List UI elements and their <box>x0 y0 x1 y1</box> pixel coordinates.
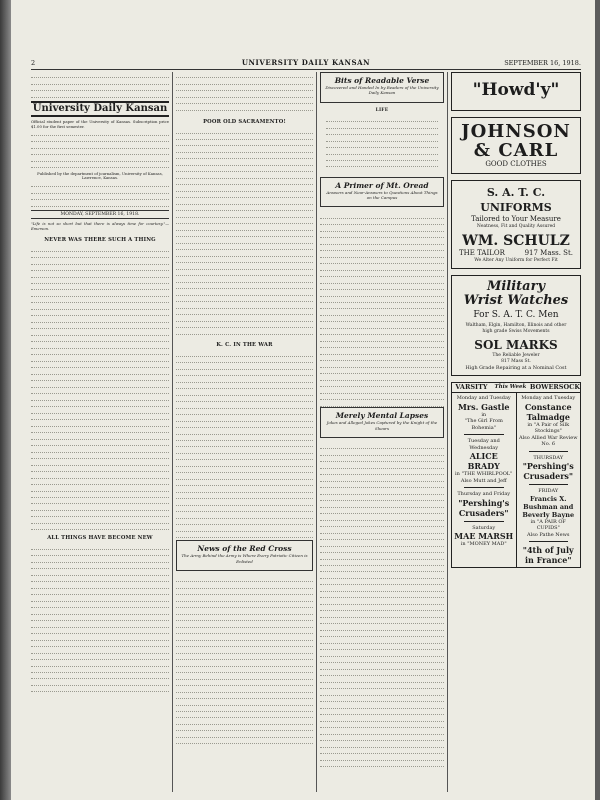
ad-satc-neat: Neatness, Fit and Quality Assured <box>476 224 556 229</box>
ad-sol-address: 817 Mass St. <box>501 359 531 364</box>
ad-watch-line2: Wrist Watches <box>463 293 569 308</box>
column-editorial <box>31 72 169 792</box>
headline-kc-war: K. C. IN THE WAR <box>216 342 273 349</box>
ad-wrist-watches <box>451 275 581 376</box>
text-block <box>31 72 169 98</box>
v-thu-day: Thursday and Friday <box>457 491 511 497</box>
ad-johnson-carl <box>451 117 581 174</box>
text-block <box>31 130 169 172</box>
b-mon-film: in "A Pair of Silk Stockings" <box>527 421 570 434</box>
bits-verse-subtitle: Discovered and Handed In by Readers of the University Daily Kansan <box>325 85 439 96</box>
page-number: 2 <box>31 59 36 67</box>
v-mon-day: Monday and Tuesday <box>456 395 511 401</box>
ad-satc-line: Tailored to Your Measure <box>471 215 561 223</box>
column-features <box>320 72 444 792</box>
article-body <box>176 127 313 337</box>
b-mon-star: Constance Talmadge <box>524 401 572 422</box>
publisher-line: Published by the department of journalism, University of Kansas, Lawrence, Kansas. <box>37 170 163 181</box>
v-mon-film: "The Girl From Bohemia" <box>464 418 503 431</box>
column-rule <box>172 72 173 792</box>
article-body <box>31 245 169 530</box>
v-thu-film: "Pershing's Crusaders" <box>458 497 510 518</box>
bits-verse-title: Bits of Readable Verse <box>334 76 430 85</box>
paper-flag: University Daily Kansan <box>31 101 169 117</box>
b-thu-day: THURSDAY <box>533 454 564 461</box>
b-mon-day: Monday and Tuesday <box>521 395 576 401</box>
v-tue-also: Also Mutt and Jeff <box>460 477 507 484</box>
v-sat-film: in "MONEY MAD" <box>460 541 507 547</box>
lapses-subtitle: Jokes and Alleged Jokes Captured by the Knight of the Shears <box>326 420 438 431</box>
poem-body <box>326 116 438 171</box>
masthead <box>31 57 581 70</box>
ad-schulz-note: We Alter Any Uniform for Perfect Fit <box>474 258 558 263</box>
ad-jc-carl: CARL <box>498 140 559 161</box>
ad-satc-title: S. A. T. C. UNIFORMS <box>480 186 552 214</box>
ad-watch-brands: Waltham, Elgin, Hamilton, Illinois and other high grade Swiss Movements <box>465 323 567 334</box>
b-thu-film: "Pershing's Crusaders" <box>522 461 574 481</box>
b-fri-film: in "A PAIR OF CUPIDS" <box>530 518 566 531</box>
ad-sol-sub: The Reliable Jeweler <box>492 353 540 358</box>
ad-jc-ampersand: & <box>473 140 492 161</box>
v-mon-star: Mrs. Gastle <box>458 401 510 412</box>
v-mon-in: in <box>481 411 487 418</box>
article-body <box>320 212 444 407</box>
red-cross-subtitle: The Army Behind the Army is Where Every Patriotic Citizen is Enlisted <box>181 553 308 564</box>
ad-schulz-trade: THE TAILOR <box>459 249 505 257</box>
varsity-label: VARSITY <box>455 383 488 391</box>
article-body <box>176 350 313 540</box>
ad-sol-name: SOL MARKS <box>474 338 558 352</box>
b-fri-star: Francis X. Bushman and Beverly Bayne <box>522 494 575 519</box>
editorial-quote: "Life is not so short but that there is always time for courtesy."—Emerson. <box>31 221 169 232</box>
column-advertisements <box>451 72 581 792</box>
varsity-column <box>452 393 517 567</box>
v-tue-star: ALICE BRADY <box>467 451 500 471</box>
binding-gutter <box>0 0 11 800</box>
article-body <box>31 543 169 693</box>
headline-never-was: NEVER WAS THERE SUCH A THING <box>44 237 156 244</box>
red-cross-title: News of the Red Cross <box>197 544 292 554</box>
jokes-body <box>320 443 444 773</box>
headline-all-things: ALL THINGS HAVE BECOME NEW <box>47 535 153 542</box>
column-rule <box>447 72 448 792</box>
ad-theaters <box>451 382 581 568</box>
v-sat-day: Saturday <box>472 524 496 531</box>
primer-box <box>320 177 444 208</box>
text-block <box>176 72 313 114</box>
lapses-box <box>320 407 444 438</box>
ad-howdy <box>451 72 581 111</box>
ad-sol-tagline: High Grade Repairing at a Nominal Cost <box>465 365 567 371</box>
text-block <box>31 181 169 207</box>
ad-watch-line3: For S. A. T. C. Men <box>473 310 559 320</box>
newspaper-name: UNIVERSITY DAILY KANSAN <box>241 58 371 67</box>
bowersock-label: BOWERSOCK <box>529 383 580 391</box>
article-body <box>176 576 313 746</box>
newspaper-page <box>11 0 595 800</box>
b-fri-also: Also Pathe News <box>527 531 570 538</box>
column-articles <box>176 72 313 792</box>
primer-title: A Primer of Mt. Oread <box>335 180 429 190</box>
poem-title: LIFE <box>375 107 389 113</box>
primer-subtitle: Answers and Near-Answers to Questions About Things on the Campus <box>326 189 438 201</box>
headline-sacramento: POOR OLD SACRAMENTO! <box>203 119 286 125</box>
ad-jc-johnson: JOHNSON <box>461 121 571 142</box>
v-sat-star: MAE MARSH <box>454 531 514 541</box>
b-mon-also: Also Allied War Review No. 6 <box>518 434 578 447</box>
ad-schulz-name: WM. SCHULZ <box>462 233 570 249</box>
bowersock-column <box>517 393 581 567</box>
ad-watch-line1: Military <box>486 279 546 294</box>
red-cross-box <box>176 540 313 571</box>
theaters-header <box>452 383 580 392</box>
b-fri-day: FRIDAY <box>538 488 559 494</box>
theaters-listings <box>452 392 580 567</box>
column-rule <box>316 72 317 792</box>
ad-schulz-address: 917 Mass. St. <box>524 249 573 257</box>
this-week-label: This Week <box>494 384 527 390</box>
ad-jc-tagline: GOOD CLOTHES <box>485 160 547 168</box>
lapses-title: Merely Mental Lapses <box>335 411 429 421</box>
ad-satc-uniforms <box>451 180 581 269</box>
issue-date: SEPTEMBER 16, 1918. <box>504 59 581 67</box>
ad-howdy-text: "Howd'y" <box>472 80 560 100</box>
paper-intro: Official student paper of the University of Kansas. Subscription price $1.00 for the first semester. <box>31 119 169 129</box>
editorial-date: MONDAY, SEPTEMBER 16, 1918. <box>31 210 169 219</box>
bits-verse-box <box>320 72 444 103</box>
b-sat-film: "4th of July in France" <box>522 545 574 565</box>
v-tue-film: in "THE WHIRLPOOL" <box>455 471 513 477</box>
v-tue-day: Tuesday and Wednesday <box>467 438 500 451</box>
